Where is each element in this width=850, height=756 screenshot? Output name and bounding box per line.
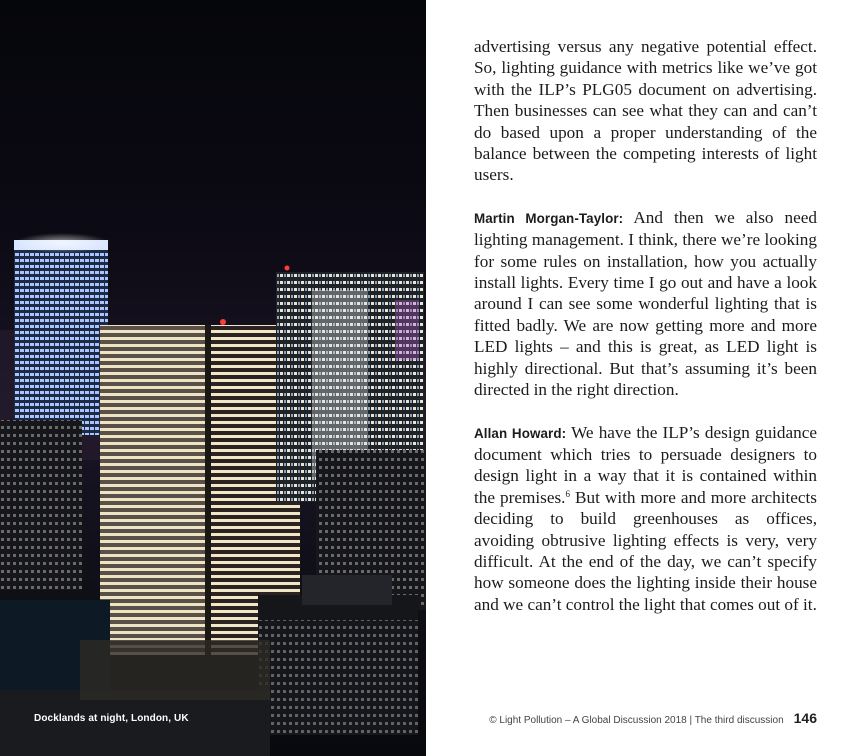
tower-far-left bbox=[14, 233, 110, 435]
speaker-name: Allan Howard: bbox=[474, 425, 567, 441]
aircraft-warning-light bbox=[285, 266, 290, 271]
footer-credit: © Light Pollution – A Global Discussion 2018 | The third discussion bbox=[489, 715, 784, 726]
discussion-text-column bbox=[474, 36, 817, 636]
paragraph-text: We have the ILP’s design guidance document which tries to persuade designers to design light in a way that it is contained within the premises. bbox=[474, 422, 817, 507]
paragraph-text: And then we also need lighting management. I think, there we’re looking for some rules on installation, how you actually install lights. Every time I go out and have a look around I can see some wonderful lighting that is fitted badly. We are now getting more and more LED lights – and this is great, as LED light is highly directional. But that’s assuming it’s been directed in the right direction. bbox=[474, 207, 818, 400]
building-front-right bbox=[258, 575, 418, 735]
speaker-name: Martin Morgan-Taylor: bbox=[474, 210, 624, 226]
paragraph-continuation bbox=[474, 36, 817, 186]
paragraph-text: advertising versus any negative potential effect. So, lighting guidance with metrics like we’ve got with the ILP’s PLG05 document on advertising. Then businesses can see what they can and can’t do based upon a proper understanding of the balance between the competing interests of light users. bbox=[474, 37, 817, 185]
page-footer bbox=[489, 710, 817, 726]
building-left-low bbox=[0, 420, 82, 590]
footnote-marker: 6 bbox=[565, 488, 570, 499]
paragraph-allan bbox=[474, 422, 817, 616]
page-number: 146 bbox=[793, 710, 817, 726]
photo-caption: Docklands at night, London, UK bbox=[34, 713, 189, 724]
paragraph-martin bbox=[474, 207, 817, 401]
aircraft-warning-light bbox=[220, 319, 226, 325]
paragraph-text: But with more and more architects deciding to build greenhouses as offices, avoiding obtrusive lighting effects is very, very difficult. At the end of the day, we can’t specify how someone does the lighting inside their house and we can’t control the light that comes out of it. bbox=[474, 487, 817, 614]
